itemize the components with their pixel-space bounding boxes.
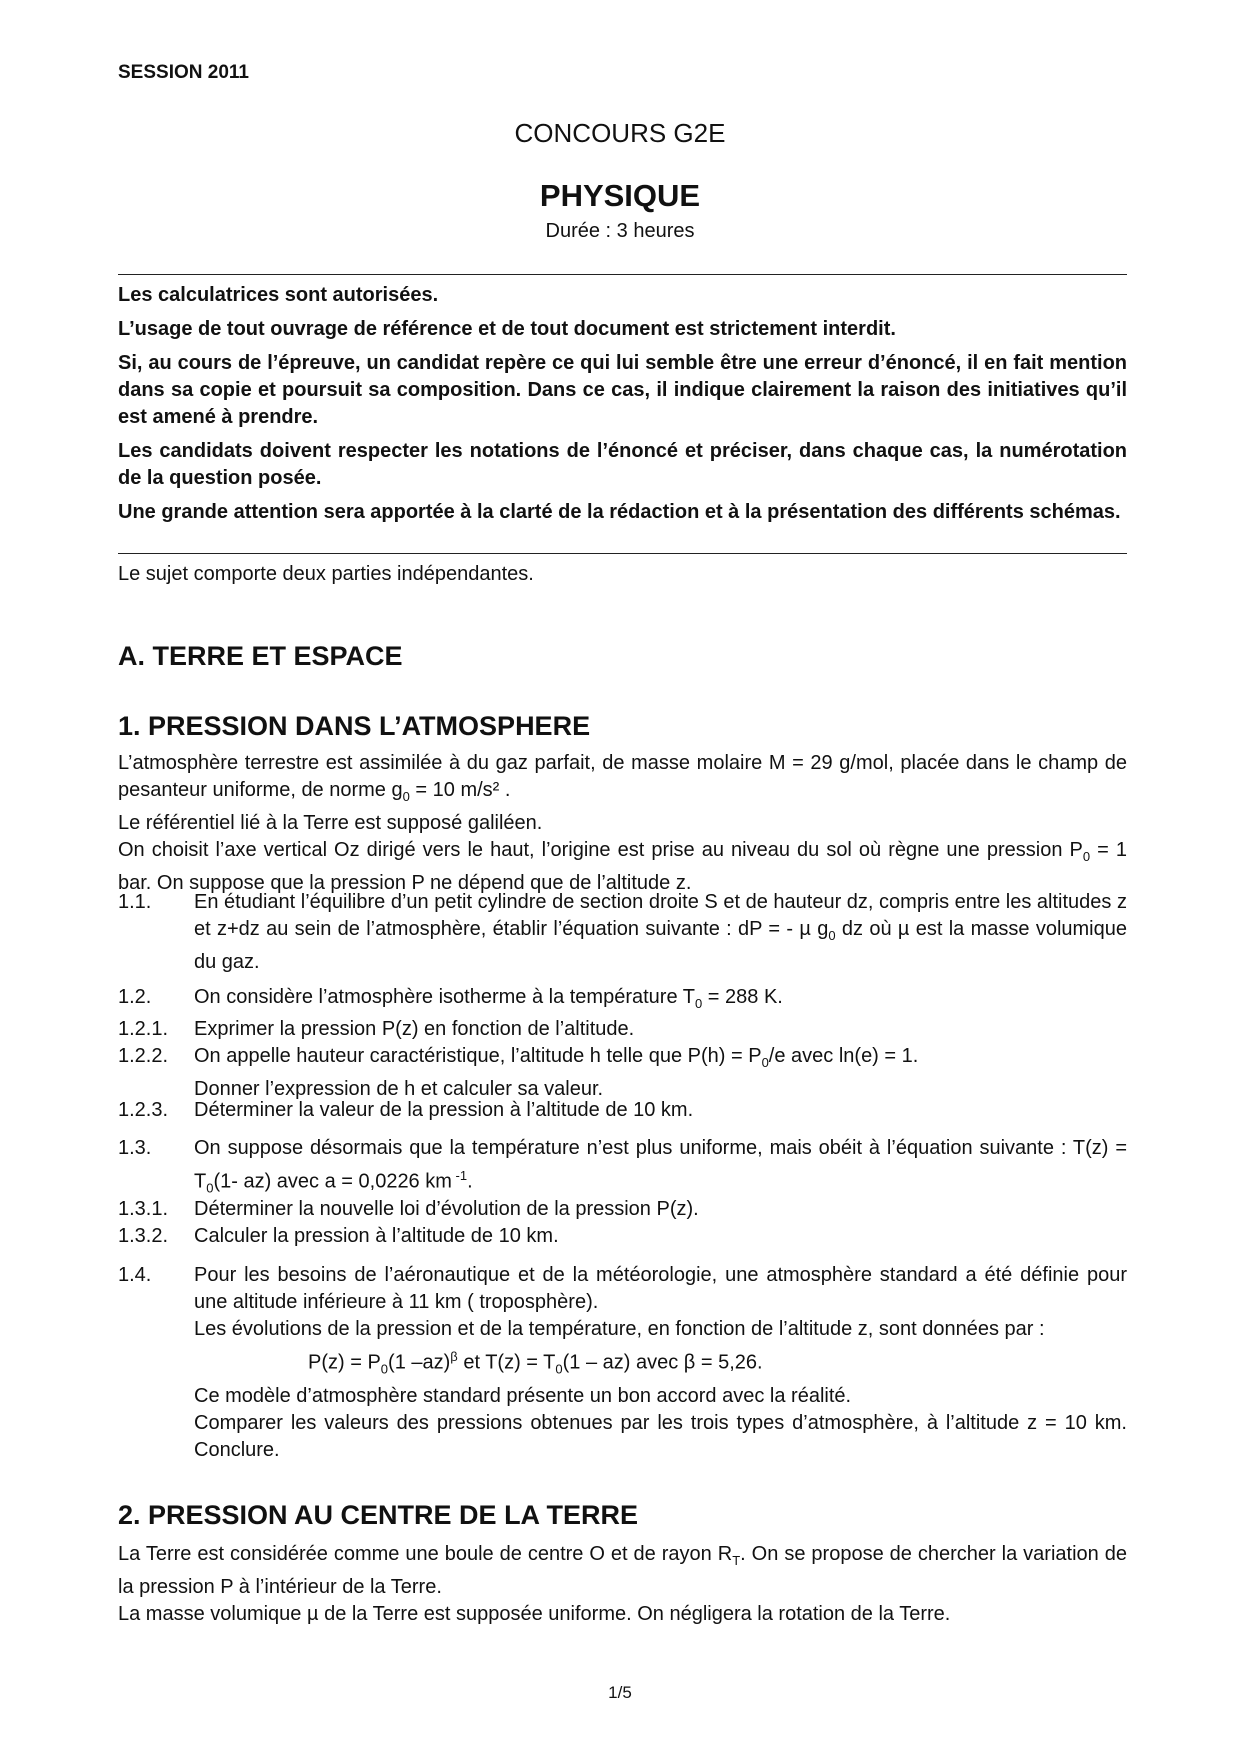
question-text: Pour les besoins de l’aéronautique et de la météorologie, une atmosphère standard a été définie pour une altitude inférieure à 11 km ( troposphère). — [194, 1264, 1127, 1313]
part-title: A. TERRE ET ESPACE — [118, 641, 403, 671]
formula: $P(z) = P_0(1$ –az)$^\beta$ et $T(z) = T_0(1 - az)$ avec β = 5,26. — [308, 1349, 763, 1377]
subject-title — [0, 178, 1240, 214]
question-1-3-1 — [118, 1196, 1127, 1223]
contest-name-text: CONCOURS G2E — [514, 118, 726, 148]
divider-top — [118, 274, 1127, 275]
subject-note: Le sujet comporte deux parties indépendantes. — [118, 563, 534, 585]
question-number: 1.1. — [118, 891, 152, 913]
question-number: 1.3.1. — [118, 1198, 169, 1220]
subject-title-text: PHYSIQUE — [539, 178, 701, 213]
instruction-item: Une grande attention sera apportée à la clarté de la rédaction et à la présentation des différents schémas. — [118, 501, 1121, 523]
intro-paragraph: La Terre est considérée comme une boule de centre O et de rayon $R_T$. On se propose de chercher la variation de la pression P à l’intérieur de la Terre. — [118, 1543, 1127, 1598]
instruction-item: L’usage de tout ouvrage de référence et de tout document est strictement interdit. — [118, 318, 896, 340]
question-1-4 — [118, 1262, 1127, 1464]
instruction-item: Les candidats doivent respecter les notations de l’énoncé et préciser, dans chaque cas, la numérotation de la question posée. — [118, 440, 1127, 489]
question-number: 1.3.2. — [118, 1225, 169, 1247]
question-text: Exprimer la pression P(z) en fonction de l’altitude. — [194, 1018, 635, 1040]
question-text: On considère l’atmosphère isotherme à la température $T_0 = 288$ K. — [194, 986, 783, 1011]
question-1-1 — [118, 889, 1127, 976]
question-number: 1.2.3. — [118, 1099, 169, 1121]
contest-name — [0, 118, 1240, 149]
exam-duration-text: Durée : 3 heures — [545, 220, 695, 242]
question-text: Les évolutions de la pression et de la température, en fonction de l’altitude z, sont données par : — [194, 1318, 1045, 1340]
question-text: Donner l’expression de h et calculer sa valeur. — [194, 1078, 604, 1100]
intro-paragraph: La masse volumique µ de la Terre est supposée uniforme. On négligera la rotation de la Terre. — [118, 1603, 951, 1625]
instruction-item: Les calculatrices sont autorisées. — [118, 284, 439, 306]
question-text: Ce modèle d’atmosphère standard présente un bon accord avec la réalité. — [194, 1384, 852, 1407]
question-1-3 — [118, 1135, 1127, 1202]
intro-paragraph: On choisit l’axe vertical Oz dirigé vers le haut, l’origine est prise au niveau du sol où règne une pression $P_0 = 1$ bar. On suppose que la pression P ne dépend que de l’altitude z. — [118, 839, 1127, 894]
section-1-title: 1. PRESSION DANS L’ATMOSPHERE — [118, 711, 591, 741]
question-text: En étudiant l’équilibre d’un petit cylindre de section droite S et de hauteur dz, compris entre les altitudes z et z+dz au sein de l’atmosphère, établir l’équation suivante : dP = - µ $g_0$ dz où µ est la masse volumique du gaz. — [194, 891, 1127, 973]
question-text: On appelle hauteur caractéristique, l’altitude h telle que $P(h) = P_0/e$ avec ln(e) = 1. — [194, 1045, 919, 1070]
question-number: 1.2.2. — [118, 1045, 169, 1067]
instructions-block — [118, 282, 1127, 533]
question-text: Déterminer la nouvelle loi d’évolution de la pression P(z). — [194, 1198, 699, 1220]
question-1-3-2 — [118, 1223, 1127, 1250]
question-text: Comparer les valeurs des pressions obtenues par les trois types d’atmosphère, à l’altitude z = 10 km. Conclure. — [194, 1411, 1127, 1461]
question-1-2-3 — [118, 1097, 1127, 1124]
section-2-title: 2. PRESSION AU CENTRE DE LA TERRE — [118, 1500, 639, 1530]
question-text: Calculer la pression à l’altitude de 10 km. — [194, 1225, 559, 1247]
question-1-2-2 — [118, 1043, 1127, 1103]
question-text: Déterminer la valeur de la pression à l’altitude de 10 km. — [194, 1099, 694, 1121]
instruction-item: Si, au cours de l’épreuve, un candidat repère ce qui lui semble être une erreur d’énoncé, il en fait mention dans sa copie et poursuit sa composition. Dans ce cas, il indique clairement la raison des initiatives qu’il est amené à prendre. — [118, 352, 1127, 428]
section-1-intro — [118, 750, 1127, 897]
question-number: 1.3. — [118, 1137, 152, 1159]
question-text: On suppose désormais que la température n’est plus uniforme, mais obéit à l’équation suivante : $T(z) = T_0(1-$ az) avec a = 0,0226 km $^{-1}$. — [194, 1137, 1127, 1196]
page-number: 1/5 — [608, 1683, 632, 1702]
section-2-intro — [118, 1541, 1127, 1628]
question-number: 1.2.1. — [118, 1018, 169, 1040]
question-number: 1.4. — [118, 1264, 152, 1286]
session-label: SESSION 2011 — [118, 62, 249, 83]
question-number: 1.2. — [118, 986, 152, 1008]
intro-paragraph: L’atmosphère terrestre est assimilée à du gaz parfait, de masse molaire M = 29 g/mol, placée dans le champ de pesanteur uniforme, de norme $g_0 = 10$ m/s² . — [118, 752, 1127, 804]
question-1-2-1 — [118, 1016, 1127, 1043]
exam-duration — [0, 220, 1240, 243]
question-1-2 — [118, 984, 1127, 1017]
divider-bottom — [118, 553, 1127, 554]
intro-paragraph: Le référentiel lié à la Terre est supposé galiléen. — [118, 812, 543, 834]
